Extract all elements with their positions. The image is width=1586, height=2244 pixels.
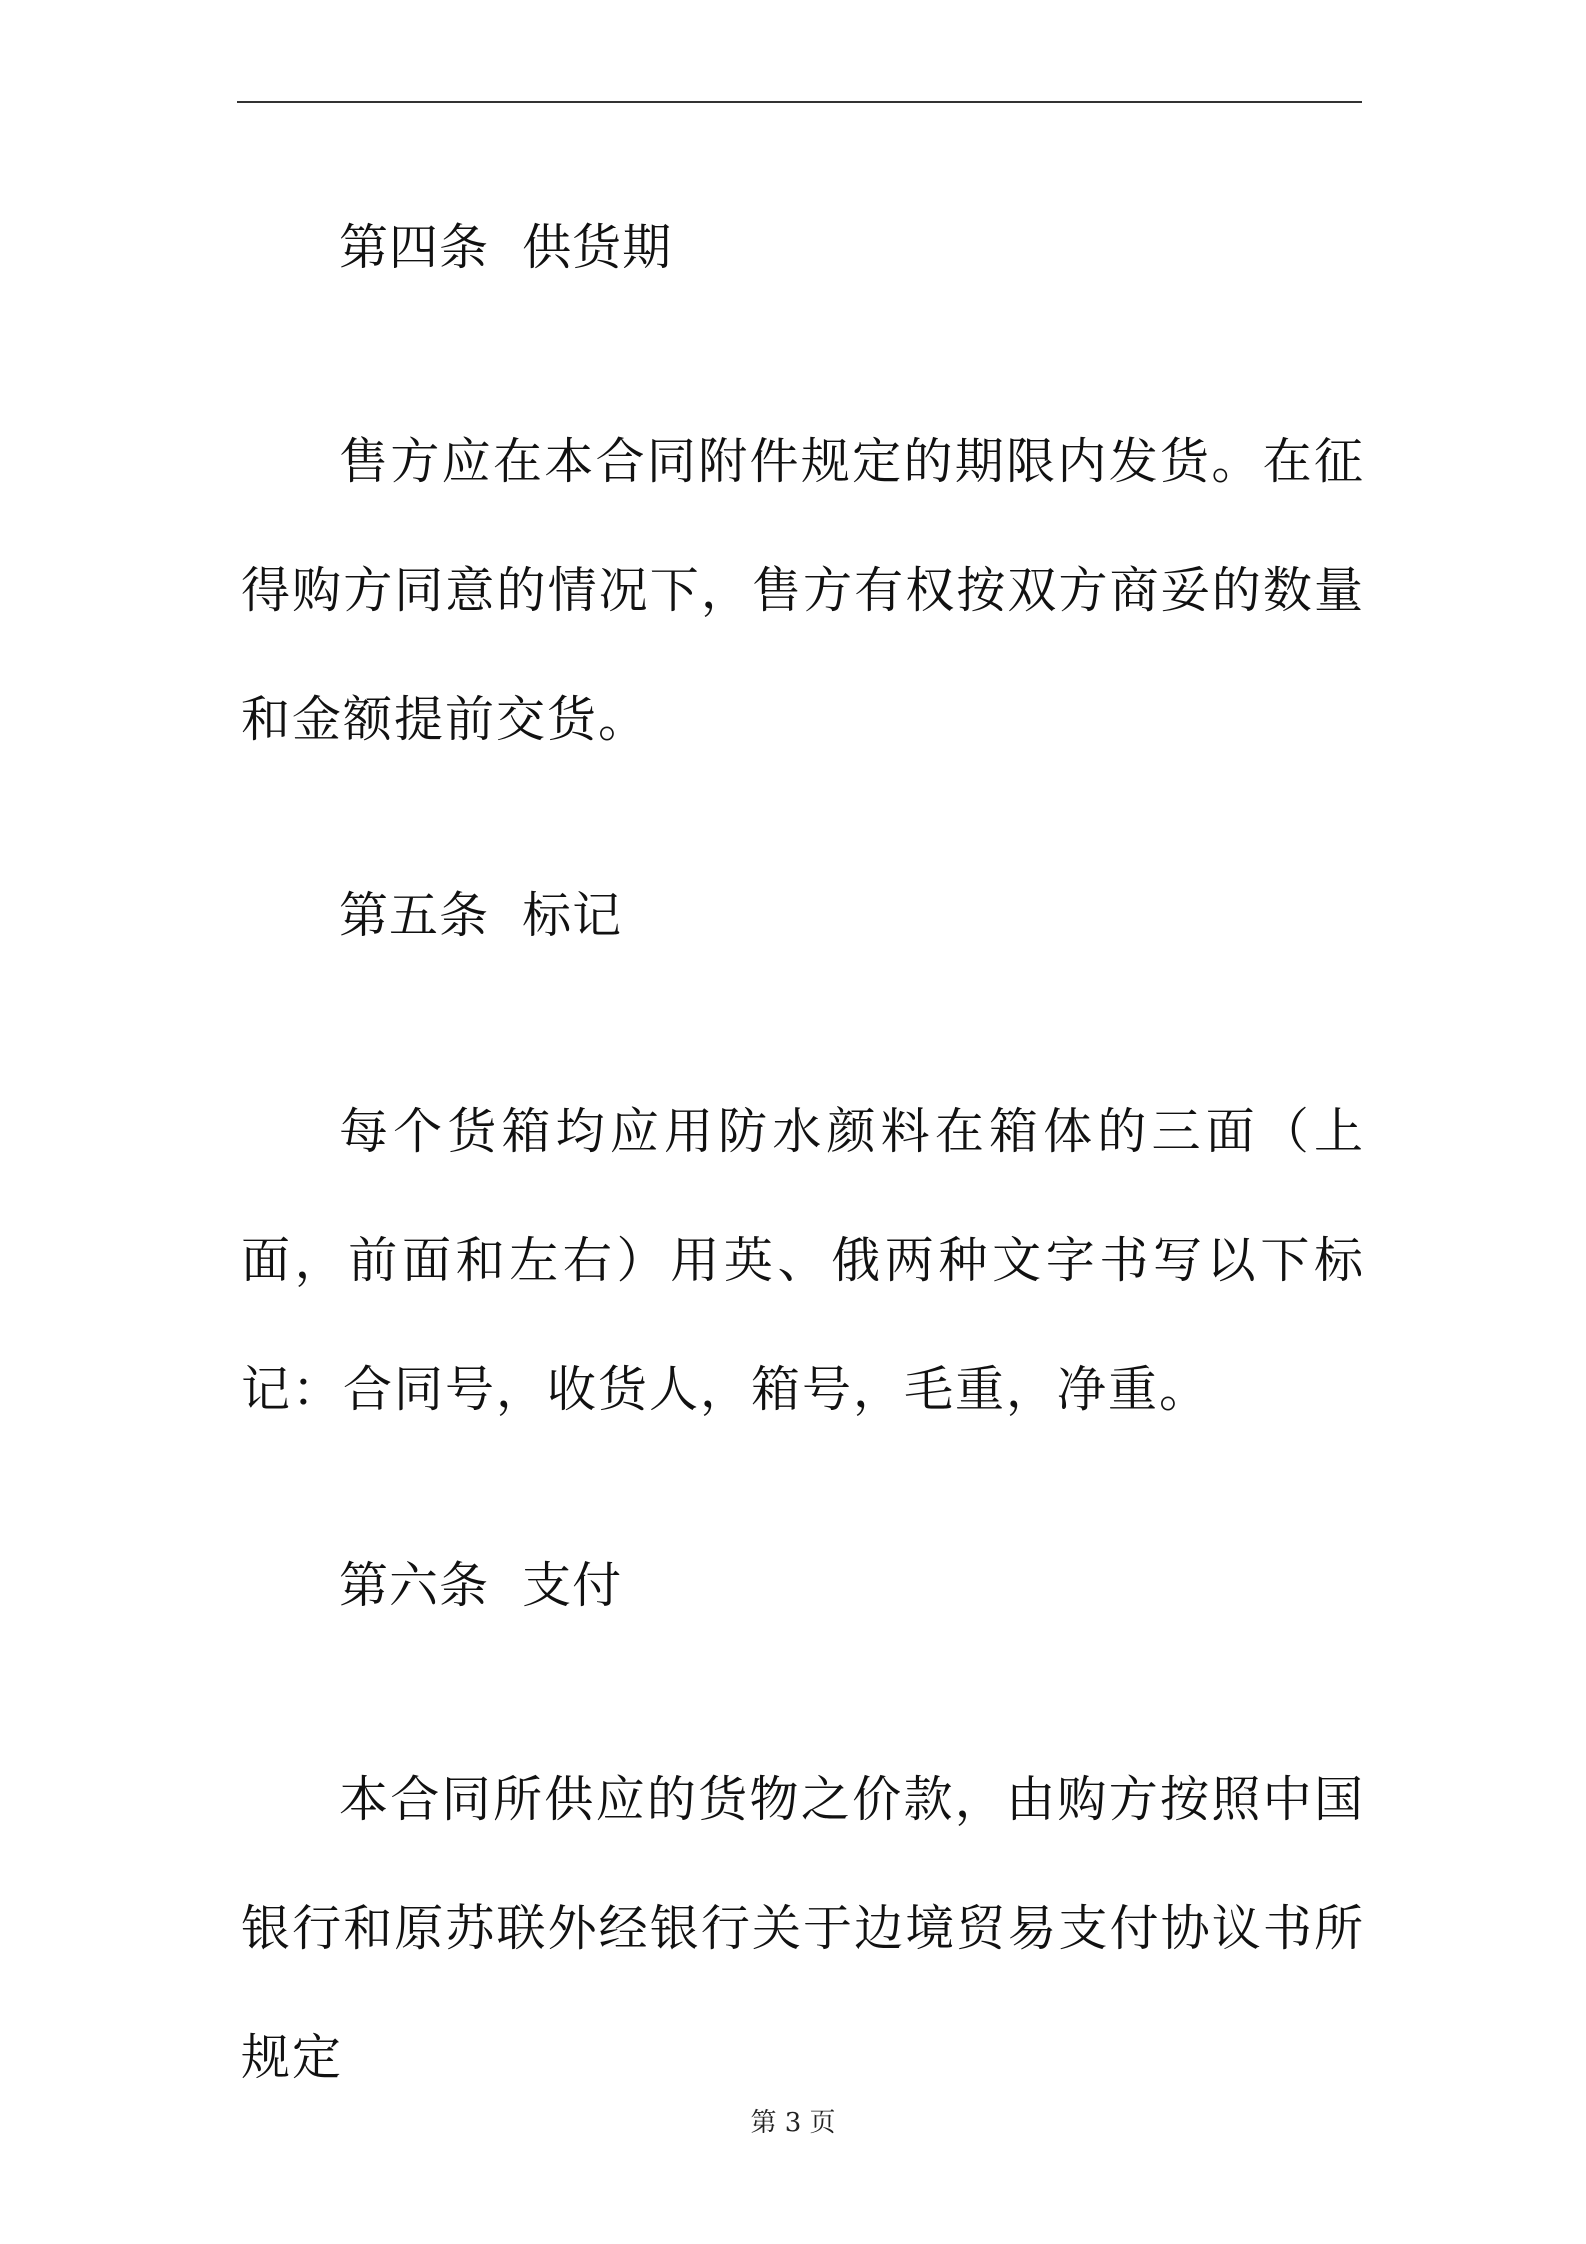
header-divider: [237, 101, 1362, 103]
page-number: 第 3 页: [750, 2108, 836, 2138]
section-heading-4: 第四条 供货期: [339, 219, 673, 276]
section-body-4: 售方应在本合同附件规定的期限内发货。在征得购方同意的情况下，售方有权按双方商妥的数量和金额提前交货。: [241, 433, 1365, 748]
section-heading-5: 第五条 标记: [339, 887, 623, 944]
section-body-6: 本合同所供应的货物之价款，由购方按照中国银行和原苏联外经银行关于边境贸易支付协议书所规定: [241, 1771, 1365, 2086]
section-body-5: 每个货箱均应用防水颜料在箱体的三面（上面，前面和左右）用英、俄两种文字书写以下标记：合同号，收货人，箱号，毛重，净重。: [241, 1103, 1365, 1418]
section-heading-6: 第六条 支付: [339, 1557, 623, 1614]
